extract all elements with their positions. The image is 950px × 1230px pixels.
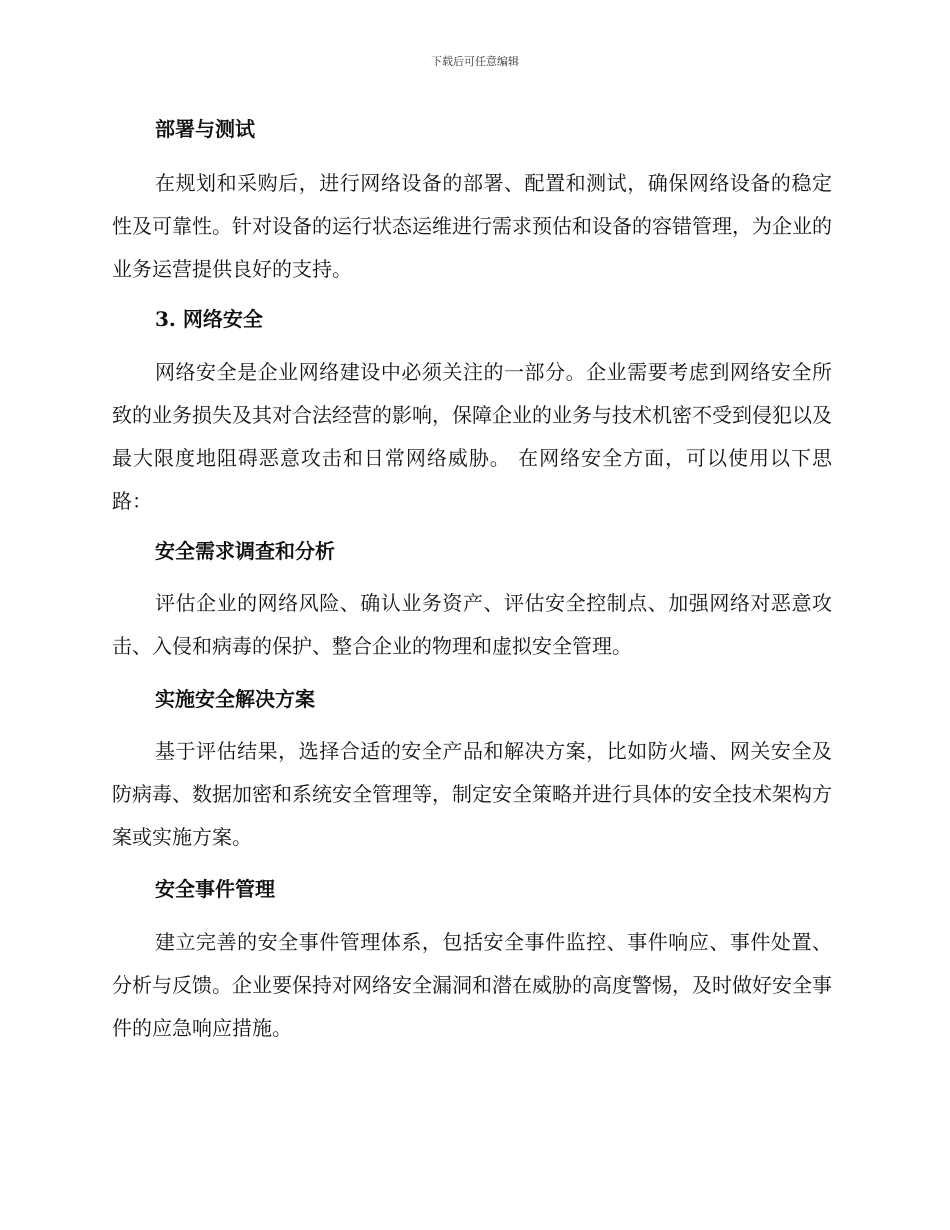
section-heading-network-security: 3. 网络安全 <box>155 307 263 331</box>
section-paragraph-incident-management: 建立完善的安全事件管理体系，包括安全事件监控、事件响应、事件处置、分析与反馈。企业要保持对网络安全漏洞和潜在威胁的高度警惕，及时做好安全事件的应急响应措施。 <box>112 930 832 1040</box>
page-header: 下载后可任意编辑 <box>431 55 519 68</box>
section-heading-incident-management: 安全事件管理 <box>155 877 275 901</box>
section-paragraph-security-requirements: 评估企业的网络风险、确认业务资产、评估安全控制点、加强网络对恶意攻击、入侵和病毒的保护、整合企业的物理和虚拟安全管理。 <box>112 591 832 658</box>
section-heading-deployment: 部署与测试 <box>155 117 255 141</box>
section-paragraph-deployment: 在规划和采购后，进行网络设备的部署、配置和测试，确保网络设备的稳定性及可靠性。针对设备的运行状态运维进行需求预估和设备的容错管理，为企业的业务运营提供良好的支持。 <box>112 171 832 281</box>
document-body <box>112 106 832 1050</box>
section-paragraph-security-solutions: 基于评估结果，选择合适的安全产品和解决方案，比如防火墙、网关安全及防病毒、数据加密和系统安全管理等，制定安全策略并进行具体的安全技术架构方案或实施方案。 <box>112 739 832 849</box>
section-heading-security-requirements: 安全需求调查和分析 <box>155 539 335 563</box>
section-paragraph-network-security: 网络安全是企业网络建设中必须关注的一部分。企业需要考虑到网络安全所致的业务损失及其对合法经营的影响，保障企业的业务与技术机密不受到侵犯以及最大限度地阻碍恶意攻击和日常网络威胁。 在网络安全方面，可以使用以下思路： <box>112 360 832 513</box>
section-heading-security-solutions: 实施安全解决方案 <box>155 687 315 711</box>
